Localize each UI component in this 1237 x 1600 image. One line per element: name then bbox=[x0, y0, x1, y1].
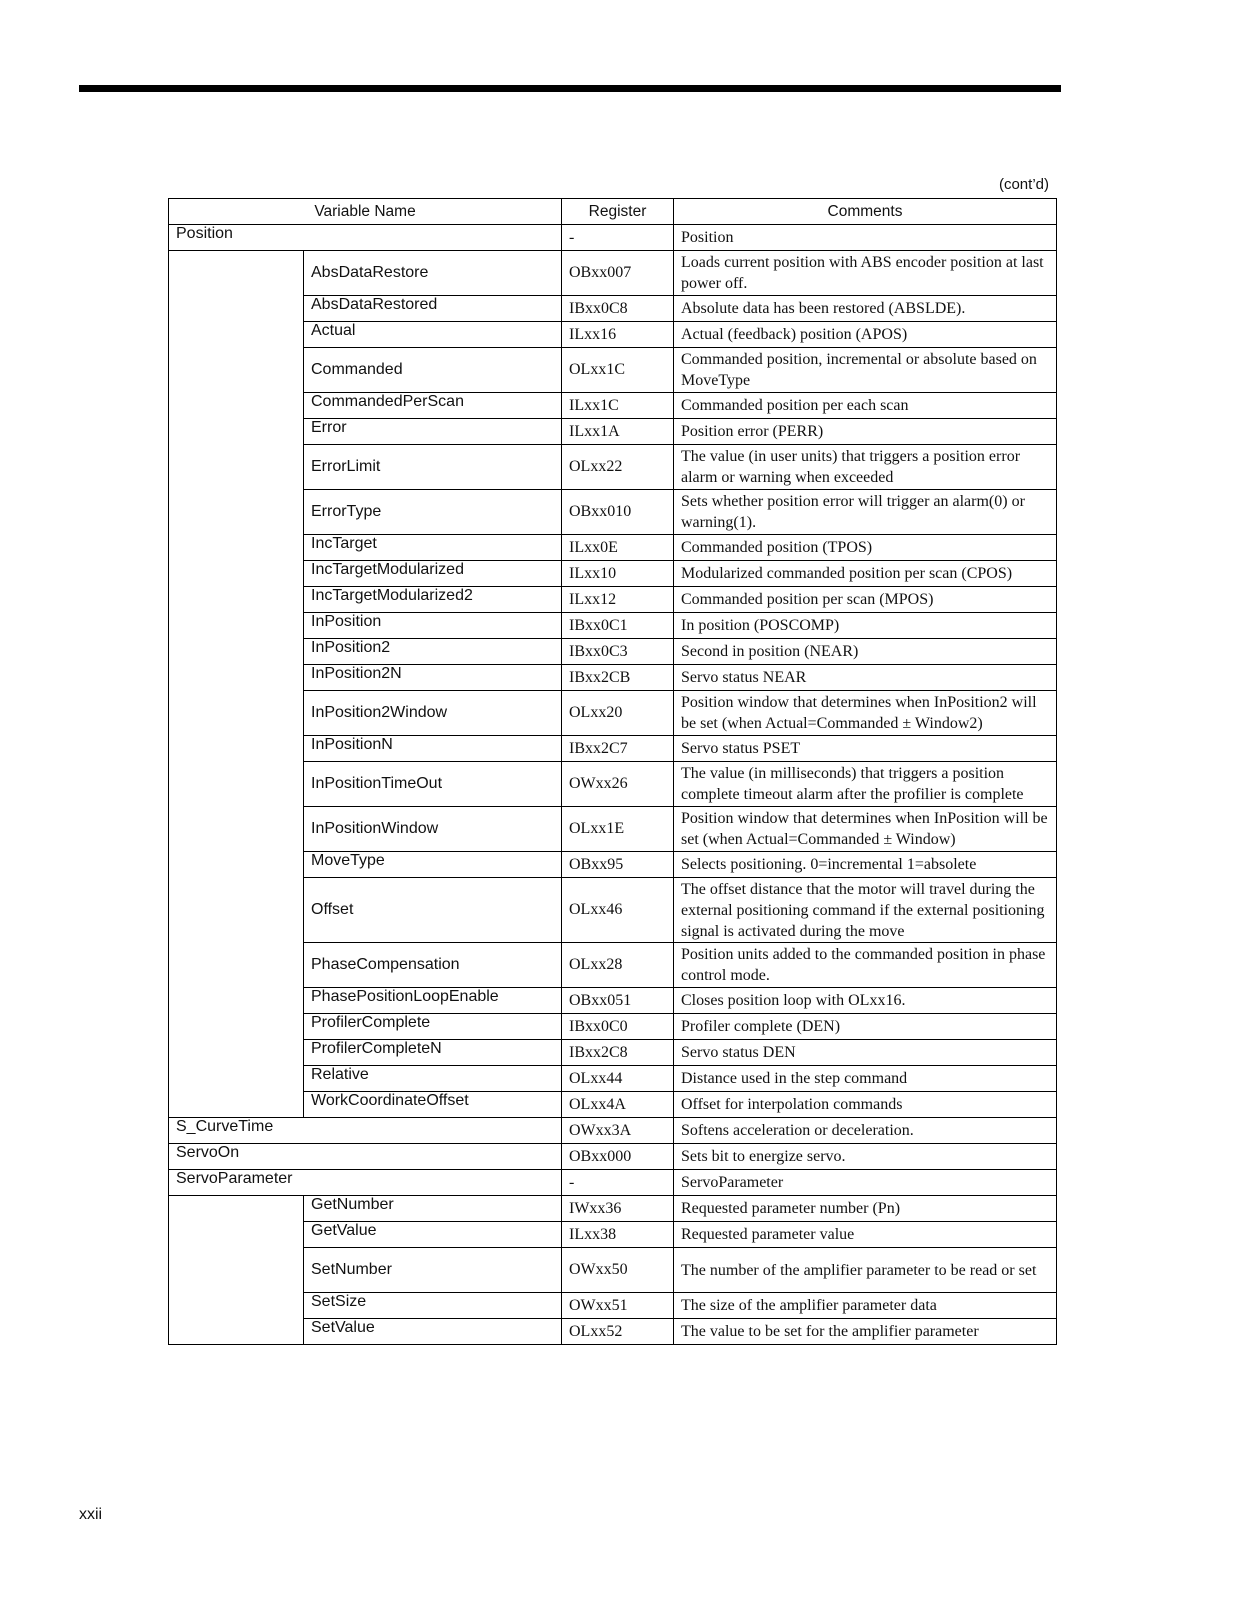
sub-variable-name-cell: MoveType bbox=[304, 852, 562, 878]
header-variable-name: Variable Name bbox=[169, 199, 562, 225]
sub-variable-name-cell: Error bbox=[304, 419, 562, 445]
comment-cell: Profiler complete (DEN) bbox=[674, 1014, 1057, 1040]
register-cell: ILxx12 bbox=[562, 587, 674, 613]
comment-cell: Distance used in the step command bbox=[674, 1066, 1057, 1092]
sub-variable-name-cell: GetValue bbox=[304, 1222, 562, 1248]
page-number: xxii bbox=[79, 1506, 103, 1523]
register-cell: OLxx1C bbox=[562, 348, 674, 393]
sub-variable-name-cell: Commanded bbox=[304, 348, 562, 393]
register-cell: OBxx000 bbox=[562, 1144, 674, 1170]
sub-variable-name-cell: ErrorLimit bbox=[304, 445, 562, 490]
comment-cell: Modularized commanded position per scan (CPOS) bbox=[674, 561, 1057, 587]
sub-variable-name-cell: InPositionWindow bbox=[304, 807, 562, 852]
comment-cell: Position bbox=[674, 225, 1057, 251]
register-cell: IBxx0C0 bbox=[562, 1014, 674, 1040]
register-cell: OLxx46 bbox=[562, 878, 674, 943]
register-cell: OWxx51 bbox=[562, 1293, 674, 1319]
header-comments: Comments bbox=[674, 199, 1057, 225]
sub-variable-name-cell: AbsDataRestore bbox=[304, 251, 562, 296]
comment-cell: Absolute data has been restored (ABSLDE). bbox=[674, 296, 1057, 322]
variable-name-cell: ServoOn bbox=[169, 1144, 562, 1170]
comment-cell: ServoParameter bbox=[674, 1170, 1057, 1196]
header-register: Register bbox=[562, 199, 674, 225]
variable-name-cell: Position bbox=[169, 225, 562, 251]
table-row bbox=[169, 1170, 1057, 1196]
register-cell: OWxx26 bbox=[562, 762, 674, 807]
register-cell: ILxx16 bbox=[562, 322, 674, 348]
comment-cell: In position (POSCOMP) bbox=[674, 613, 1057, 639]
register-cell: OLxx52 bbox=[562, 1319, 674, 1345]
comment-cell: Servo status NEAR bbox=[674, 665, 1057, 691]
comment-cell: The value (in user units) that triggers a position error alarm or warning when exceeded bbox=[674, 445, 1057, 490]
register-cell: OLxx22 bbox=[562, 445, 674, 490]
header-rule bbox=[79, 85, 1061, 92]
comment-cell: Position window that determines when InPosition will be set (when Actual=Commanded ± Window) bbox=[674, 807, 1057, 852]
variables-table bbox=[168, 198, 1057, 1345]
register-cell: OBxx010 bbox=[562, 490, 674, 535]
sub-variable-name-cell: InPosition2N bbox=[304, 665, 562, 691]
comment-cell: Commanded position, incremental or absolute based on MoveType bbox=[674, 348, 1057, 393]
comment-cell: The offset distance that the motor will travel during the external positioning command if the external positioning signal is activated during the move bbox=[674, 878, 1057, 943]
register-cell: IBxx2C7 bbox=[562, 736, 674, 762]
sub-variable-name-cell: InPosition2Window bbox=[304, 691, 562, 736]
register-cell: OLxx4A bbox=[562, 1092, 674, 1118]
register-cell: IWxx36 bbox=[562, 1196, 674, 1222]
register-cell: IBxx0C1 bbox=[562, 613, 674, 639]
comment-cell: Commanded position (TPOS) bbox=[674, 535, 1057, 561]
comment-cell: Position units added to the commanded position in phase control mode. bbox=[674, 943, 1057, 988]
register-cell: OLxx28 bbox=[562, 943, 674, 988]
variable-name-cell: S_CurveTime bbox=[169, 1118, 562, 1144]
sub-variable-name-cell: SetNumber bbox=[304, 1248, 562, 1293]
register-cell: IBxx2C8 bbox=[562, 1040, 674, 1066]
table-header-row bbox=[169, 199, 1057, 225]
register-cell: ILxx0E bbox=[562, 535, 674, 561]
sub-variable-name-cell: ErrorType bbox=[304, 490, 562, 535]
sub-variable-name-cell: CommandedPerScan bbox=[304, 393, 562, 419]
register-cell: ILxx38 bbox=[562, 1222, 674, 1248]
comment-cell: Position error (PERR) bbox=[674, 419, 1057, 445]
sub-variable-name-cell: AbsDataRestored bbox=[304, 296, 562, 322]
comment-cell: Position window that determines when InPosition2 will be set (when Actual=Commanded ± Window2) bbox=[674, 691, 1057, 736]
comment-cell: The value (in milliseconds) that triggers a position complete timeout alarm after the profilier is complete bbox=[674, 762, 1057, 807]
comment-cell: Second in position (NEAR) bbox=[674, 639, 1057, 665]
register-cell: ILxx1C bbox=[562, 393, 674, 419]
sub-variable-name-cell: SetValue bbox=[304, 1319, 562, 1345]
table-row bbox=[169, 225, 1057, 251]
comment-cell: Offset for interpolation commands bbox=[674, 1092, 1057, 1118]
sub-variable-name-cell: Offset bbox=[304, 878, 562, 943]
register-cell: OBxx95 bbox=[562, 852, 674, 878]
comment-cell: Commanded position per scan (MPOS) bbox=[674, 587, 1057, 613]
comment-cell: Sets bit to energize servo. bbox=[674, 1144, 1057, 1170]
register-cell: OBxx051 bbox=[562, 988, 674, 1014]
register-cell: IBxx0C3 bbox=[562, 639, 674, 665]
register-cell: OLxx20 bbox=[562, 691, 674, 736]
sub-variable-name-cell: InPositionN bbox=[304, 736, 562, 762]
sub-variable-name-cell: InPositionTimeOut bbox=[304, 762, 562, 807]
table-row bbox=[169, 1144, 1057, 1170]
comment-cell: Selects positioning. 0=incremental 1=absolete bbox=[674, 852, 1057, 878]
sub-variable-name-cell: ProfilerCompleteN bbox=[304, 1040, 562, 1066]
comment-cell: Requested parameter value bbox=[674, 1222, 1057, 1248]
register-cell: - bbox=[562, 225, 674, 251]
indent-cell bbox=[169, 251, 304, 1118]
comment-cell: The number of the amplifier parameter to be read or set bbox=[674, 1248, 1057, 1293]
sub-variable-name-cell: PhaseCompensation bbox=[304, 943, 562, 988]
comment-cell: Servo status PSET bbox=[674, 736, 1057, 762]
register-cell: OLxx44 bbox=[562, 1066, 674, 1092]
sub-variable-name-cell: Actual bbox=[304, 322, 562, 348]
register-cell: OBxx007 bbox=[562, 251, 674, 296]
sub-variable-name-cell: IncTarget bbox=[304, 535, 562, 561]
sub-variable-name-cell: PhasePositionLoopEnable bbox=[304, 988, 562, 1014]
table-row bbox=[169, 251, 1057, 296]
sub-variable-name-cell: IncTargetModularized bbox=[304, 561, 562, 587]
register-cell: OWxx50 bbox=[562, 1248, 674, 1293]
register-cell: IBxx2CB bbox=[562, 665, 674, 691]
comment-cell: Actual (feedback) position (APOS) bbox=[674, 322, 1057, 348]
table-row bbox=[169, 1196, 1057, 1222]
comment-cell: Servo status DEN bbox=[674, 1040, 1057, 1066]
continued-label: (cont’d) bbox=[998, 176, 1049, 193]
sub-variable-name-cell: ProfilerComplete bbox=[304, 1014, 562, 1040]
comment-cell: Loads current position with ABS encoder position at last power off. bbox=[674, 251, 1057, 296]
register-cell: OWxx3A bbox=[562, 1118, 674, 1144]
sub-variable-name-cell: SetSize bbox=[304, 1293, 562, 1319]
register-cell: IBxx0C8 bbox=[562, 296, 674, 322]
register-cell: OLxx1E bbox=[562, 807, 674, 852]
sub-variable-name-cell: Relative bbox=[304, 1066, 562, 1092]
comment-cell: Requested parameter number (Pn) bbox=[674, 1196, 1057, 1222]
sub-variable-name-cell: GetNumber bbox=[304, 1196, 562, 1222]
comment-cell: Sets whether position error will trigger an alarm(0) or warning(1). bbox=[674, 490, 1057, 535]
variable-name-cell: ServoParameter bbox=[169, 1170, 562, 1196]
table-row bbox=[169, 1118, 1057, 1144]
comment-cell: Commanded position per each scan bbox=[674, 393, 1057, 419]
sub-variable-name-cell: IncTargetModularized2 bbox=[304, 587, 562, 613]
sub-variable-name-cell: InPosition bbox=[304, 613, 562, 639]
register-cell: ILxx1A bbox=[562, 419, 674, 445]
sub-variable-name-cell: WorkCoordinateOffset bbox=[304, 1092, 562, 1118]
table-body bbox=[169, 225, 1057, 1345]
register-cell: ILxx10 bbox=[562, 561, 674, 587]
sub-variable-name-cell: InPosition2 bbox=[304, 639, 562, 665]
comment-cell: The size of the amplifier parameter data bbox=[674, 1293, 1057, 1319]
comment-cell: The value to be set for the amplifier parameter bbox=[674, 1319, 1057, 1345]
comment-cell: Softens acceleration or deceleration. bbox=[674, 1118, 1057, 1144]
comment-cell: Closes position loop with OLxx16. bbox=[674, 988, 1057, 1014]
register-cell: - bbox=[562, 1170, 674, 1196]
indent-cell bbox=[169, 1196, 304, 1345]
